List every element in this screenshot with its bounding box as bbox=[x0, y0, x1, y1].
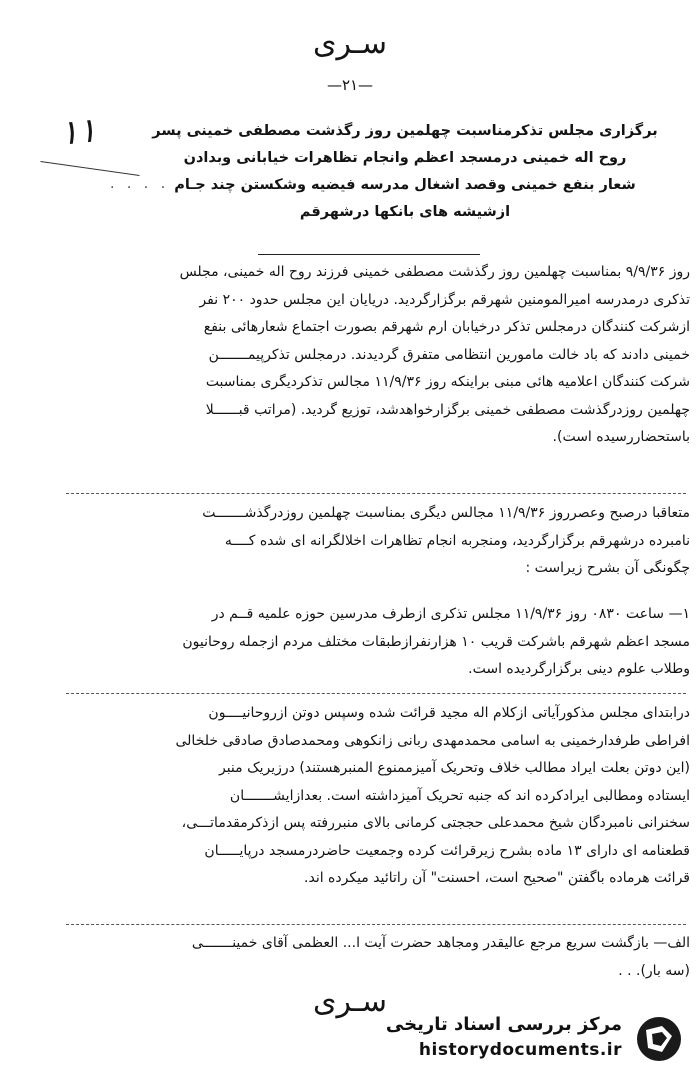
paragraph-1 bbox=[64, 259, 690, 452]
paragraph-4 bbox=[64, 700, 690, 893]
paragraph-line: ایستاده ومطالبی ایرادکرده اند که جنبه تحریک آمیزداشته است. بعدازایشـــــــان bbox=[229, 787, 690, 804]
margin-handwritten-stroke bbox=[40, 161, 139, 176]
title-line-3: شعار بنفع خمینی وقصد اشغال مدرسه فیضیه وشکستن چند جـام bbox=[174, 177, 636, 193]
title-line-4: ازشیشه های بانکها درشهرقم bbox=[299, 204, 511, 220]
paragraph-line: نامبرده درشهرقم برگزارگردید، ومنجربه انجام تظاهرات اخلالگرانه ای شده کــــه bbox=[224, 532, 690, 549]
paragraph-2 bbox=[64, 500, 690, 583]
paragraph-line: خمینی دادند که باد خالت مامورین انتظامی متفرق گردیدند. درمجلس تذکرپیمـــــــن bbox=[208, 346, 690, 363]
classification-stamp-bottom: سـری bbox=[313, 984, 387, 1019]
archive-name: مرکز بررسی اسناد تاریخی bbox=[385, 1014, 622, 1035]
paragraph-line: (این دوتن بعلت ایراد مطالب خلاف وتحریک آمیزممنوع المنبرهستند) درزیریک منبر bbox=[218, 760, 690, 776]
paragraph-line: مسجد اعظم شهرقم باشرکت قریب ۱۰ هزارنفرازطبقات مختلف مردم ازجمله روحانیون bbox=[182, 633, 690, 650]
dashed-separator bbox=[66, 924, 686, 925]
title-line-2: روح اله خمینی درمسجد اعظم وانجام تظاهرات خیابانی وبدادن bbox=[183, 150, 627, 166]
paragraph-5 bbox=[64, 930, 690, 985]
dashed-separator bbox=[66, 693, 686, 694]
dashed-separator bbox=[66, 493, 686, 494]
page-number: —۲۱— bbox=[326, 76, 374, 94]
paragraph-line: درابتدای مجلس مذکورآیاتی ازکلام اله مجید قرائت شده وسپس دوتن ازروحانیــــون bbox=[208, 705, 690, 721]
paragraph-line: متعاقبا درصبح وعصرروز ۱۱/۹/۳۶ مجالس دیگری بمناسبت چهلمین روزدرگذشـــــــت bbox=[202, 505, 690, 521]
paragraph-line: چهلمین روزدرگذشت مصطفی خمینی برگزارخواهدشد، توزیع گردید. (مراتب قبــــــلا bbox=[205, 401, 690, 418]
paragraph-line: قطعنامه ای دارای ۱۳ ماده بشرح زیرقرائت کرده وجمعیت حاضردرمسجد درپایـــــان bbox=[204, 842, 690, 859]
paragraph-line: ۱— ساعت ۰۸۳۰ روز ۱۱/۹/۳۶ مجلس تذکری ازطرف مدرسین حوزه علمیه قــم در bbox=[211, 606, 690, 622]
paragraph-line: شرکت کنندگان اعلامیه هائی مبنی براینکه روز ۱۱/۹/۳۶ مجالس تذکردیگری بمناسبت bbox=[205, 374, 690, 390]
paragraph-line: وطلاب علوم دینی برگزارگردیده است. bbox=[468, 661, 690, 677]
paragraph-line: سخنرانی نامبردگان شیخ محمدعلی حججتی کرمانی بالای منبررفته پس ازذکرمقدماتـــی، bbox=[181, 815, 690, 831]
title-line-1: برگزاری مجلس تذکرمناسبت چهلمین روز رگذشت مصطفی خمینی پسر bbox=[152, 123, 658, 139]
paragraph-line: (سه بار). . . bbox=[618, 962, 690, 979]
archive-url[interactable]: historydocuments.ir bbox=[418, 1040, 622, 1060]
paragraph-line: باستحضاررسیده است). bbox=[552, 429, 690, 445]
paragraph-line: الف— بازگشت سریع مرجع عالیقدر ومجاهد حضرت آیت ا... العظمی آقای خمینـــــــی bbox=[191, 935, 690, 951]
paragraph-line: ازشرکت کنندگان درمجلس تذکر درخیابان ارم شهرقم بصورت اجتماع شعارهائی بنفع bbox=[203, 319, 690, 335]
title-underline bbox=[258, 254, 480, 255]
archive-logo-icon bbox=[632, 1014, 686, 1064]
margin-dots: . . . . bbox=[110, 176, 170, 192]
classification-stamp-top: سـری bbox=[313, 26, 387, 61]
margin-handwritten-mark: ۱۱ bbox=[58, 110, 99, 154]
paragraph-line: روز ۹/۹/۳۶ بمناسبت چهلمین روز رگذشت مصطفی خمینی فرزند روح اله خمینی، مجلس bbox=[179, 264, 690, 280]
paragraph-line: تذکری درمدرسه امیرالمومنین شهرقم برگزارگردید. دریایان این مجلس حدود ۲۰۰ نفر bbox=[199, 291, 690, 308]
paragraph-line: چگونگی آن بشرح زیراست : bbox=[525, 560, 690, 576]
paragraph-line: قرائت هرماده باگفتن "صحیح است، احسنت" آن راتائید میکرده اند. bbox=[304, 870, 690, 886]
paragraph-3 bbox=[64, 601, 690, 684]
paragraph-line: افراطی طرفدارخمینی به اسامی محمدمهدی ربانی زانکوهی ومحمدصادق صادقی خلخالی bbox=[175, 732, 690, 749]
document-title bbox=[150, 118, 660, 226]
